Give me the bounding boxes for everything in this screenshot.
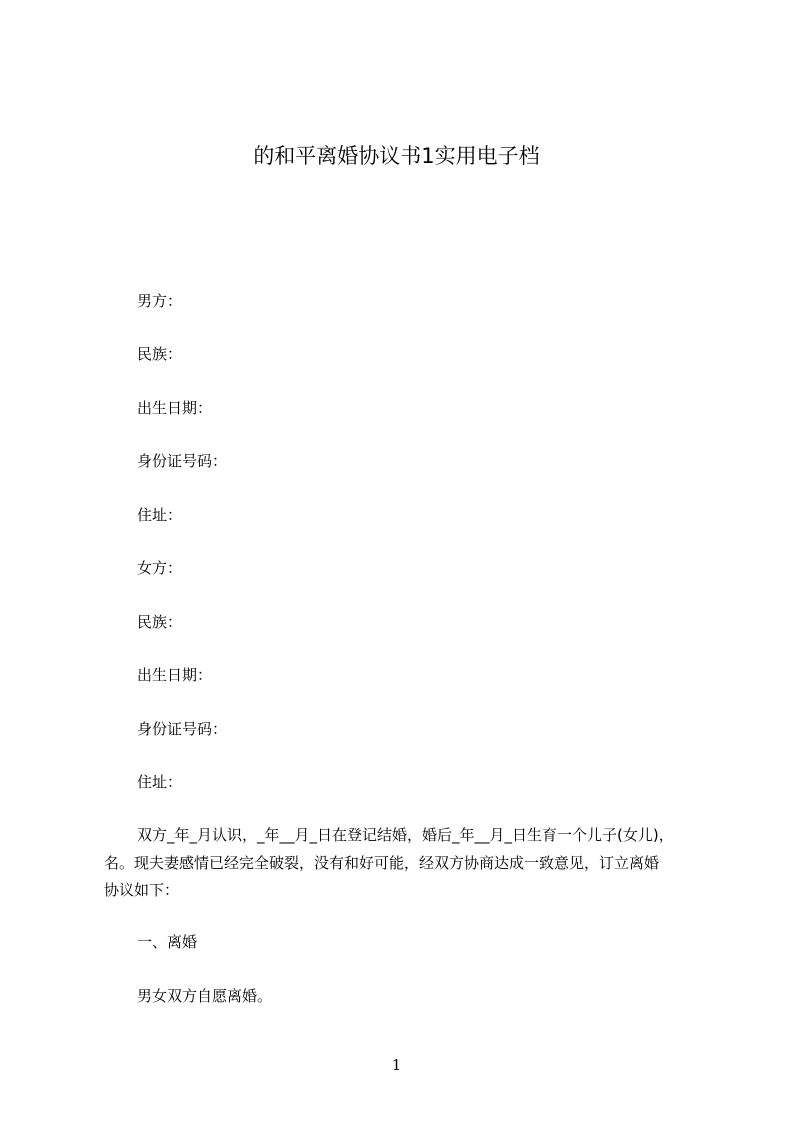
section-heading-divorce: 一、离婚 — [137, 933, 198, 951]
female-birth-date-label: 出生日期： — [137, 666, 213, 684]
section-text-divorce: 男女双方自愿离婚。 — [137, 987, 273, 1005]
female-id-number-label: 身份证号码： — [137, 720, 228, 738]
intro-paragraph-line: 协议如下： — [104, 881, 180, 899]
intro-paragraph-line: 双方_年_月认识，_年__月_日在登记结婚，婚后_年__月_日生育一个儿子(女儿)， — [137, 826, 674, 844]
intro-paragraph-line: 名。现夫妻感情已经完全破裂，没有和好可能，经双方协商达成一致意见，订立离婚 — [104, 854, 660, 872]
male-address-label: 住址： — [137, 506, 183, 524]
male-party-label: 男方： — [137, 292, 183, 310]
male-birth-date-label: 出生日期： — [137, 399, 213, 417]
male-id-number-label: 身份证号码： — [137, 452, 228, 470]
male-ethnicity-label: 民族： — [137, 345, 183, 363]
document-title: 的和平离婚协议书1实用电子档 — [253, 144, 540, 168]
female-address-label: 住址： — [137, 773, 183, 791]
female-party-label: 女方： — [137, 559, 183, 577]
page-number: 1 — [391, 1056, 402, 1074]
female-ethnicity-label: 民族： — [137, 613, 183, 631]
